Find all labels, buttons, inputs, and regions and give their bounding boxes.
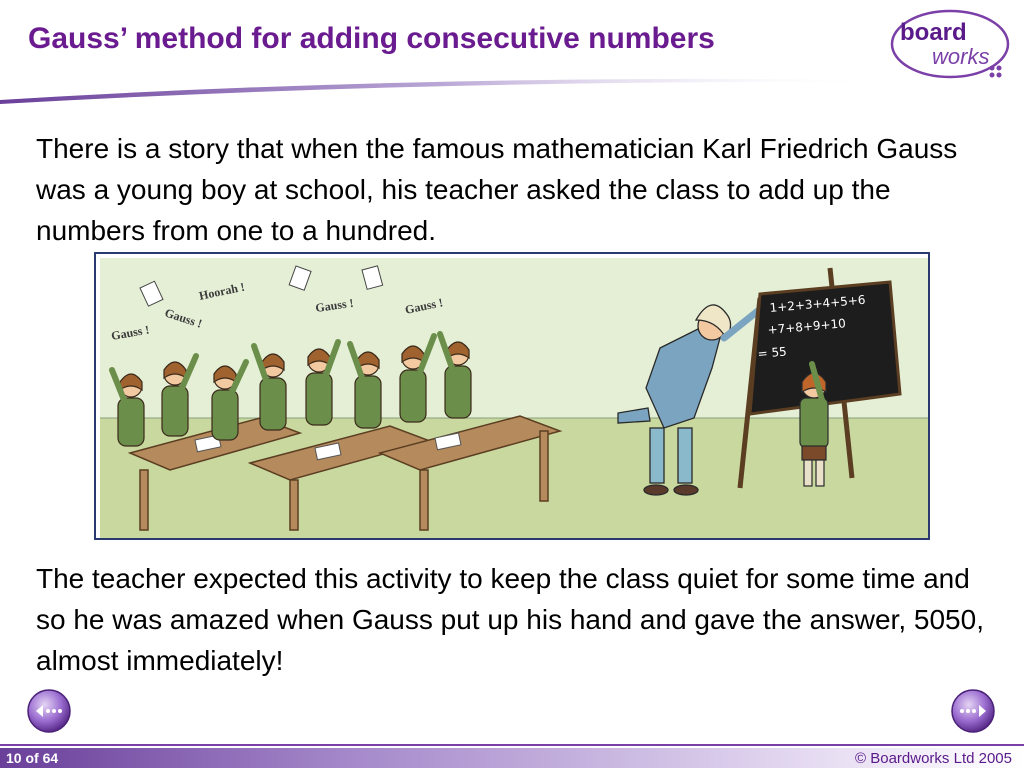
shout-gauss-1: Gauss ! xyxy=(163,305,204,331)
previous-slide-button[interactable] xyxy=(26,688,72,734)
shout-gauss-3: Gauss ! xyxy=(314,295,355,315)
board-line-1: 1+2+3+4+5+6 xyxy=(769,292,866,315)
board-line-2: +7+8+9+10 xyxy=(767,316,847,337)
slide-title: Gauss’ method for adding consecutive numbers xyxy=(28,22,715,55)
outcome-paragraph: The teacher expected this activity to keep the class quiet for some time and so he was amazed when Gauss put up his hand and gave the answer, 5050, almost immediately! xyxy=(36,563,984,676)
slide-page-counter: 10 of 64 xyxy=(6,750,59,766)
board-line-3: = 55 xyxy=(757,344,788,361)
title-underline xyxy=(0,74,880,104)
gauss-classroom-illustration xyxy=(94,252,930,540)
shout-gauss-2: Gauss ! xyxy=(110,322,151,343)
logo-text-works: works xyxy=(932,44,990,69)
shout-gauss-4: Gauss ! xyxy=(403,295,445,317)
intro-paragraph: There is a story that when the famous mathematician Karl Friedrich Gauss was a young boy at school, his teacher asked the class to add up the numbers from one to a hundred. xyxy=(36,133,958,246)
next-slide-button[interactable] xyxy=(950,688,996,734)
logo-text-board: board xyxy=(900,19,967,46)
shout-hoorah: Hoorah ! xyxy=(197,279,246,303)
boardworks-logo xyxy=(888,6,1018,84)
copyright-notice: © Boardworks Ltd 2005 xyxy=(855,750,1012,767)
